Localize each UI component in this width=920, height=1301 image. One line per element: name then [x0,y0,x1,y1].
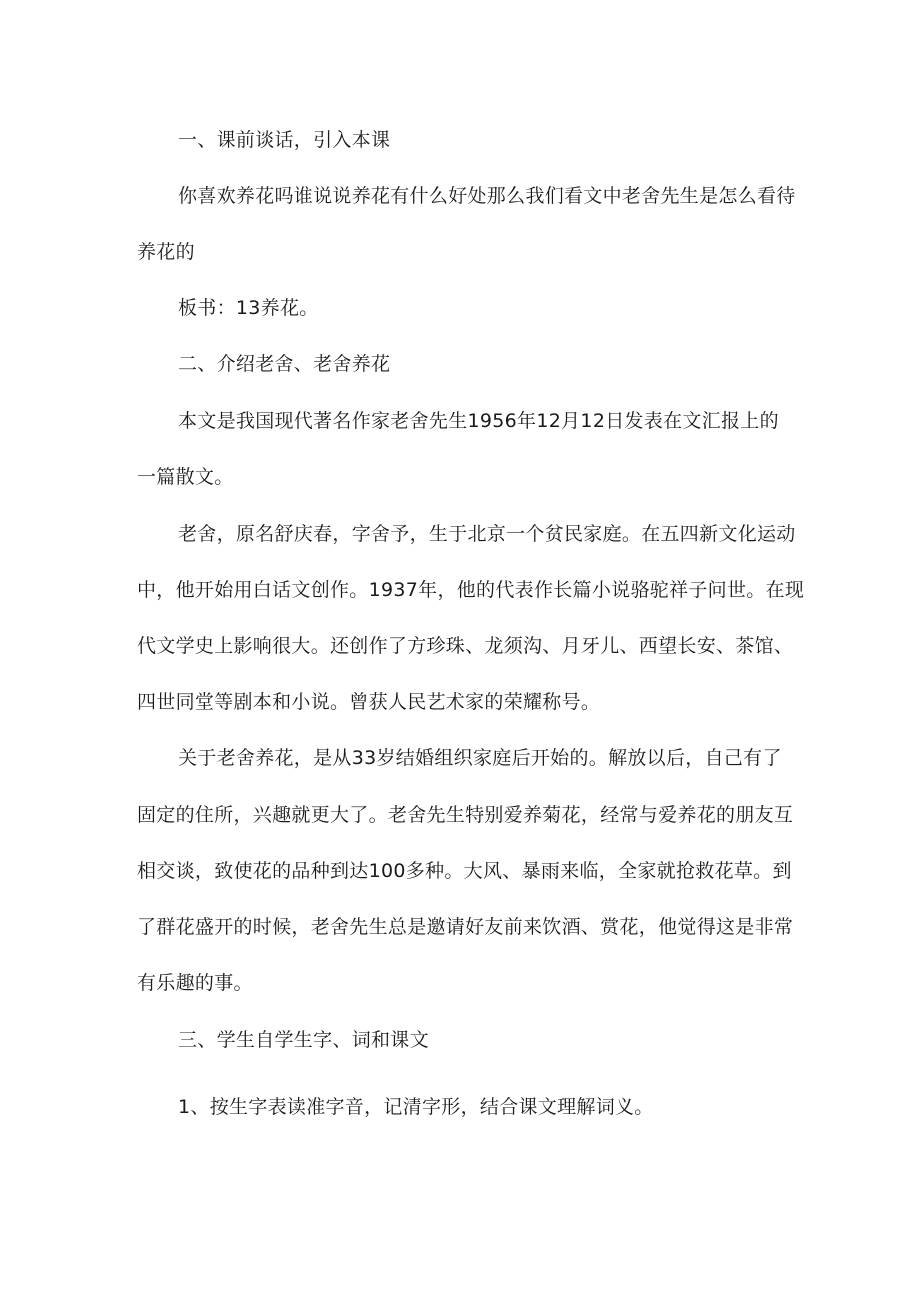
paragraph-line: 相交谈，致使花的品种到达100多种。大风、暴雨来临，全家就抢救花草。到 [137,860,792,882]
paragraph-line: 代文学史上影响很大。还创作了方珍珠、龙须沟、月牙儿、西望长安、茶馆、 [137,635,794,657]
section-heading-3: 三、学生自学生字、词和课文 [178,1029,429,1051]
paragraph-line: 老舍，原名舒庆春，字舍予，生于北京一个贫民家庭。在五四新文化运动 [178,523,796,545]
paragraph-line: 关于老舍养花，是从33岁结婚组织家庭后开始的。解放以后，自己有了 [178,747,782,769]
paragraph-line: 本文是我国现代著名作家老舍先生1956年12月12日发表在文汇报上的 [178,410,779,432]
section-heading-2: 二、介绍老舍、老舍养花 [178,353,391,375]
paragraph-line: 了群花盛开的时候，老舍先生总是邀请好友前来饮酒、赏花，他觉得这是非常 [137,916,794,938]
paragraph-line: 板书：13养花。 [178,297,319,319]
paragraph-line: 你喜欢养花吗谁说说养花有什么好处那么我们看文中老舍先生是怎么看待 [178,185,796,207]
paragraph-line: 一篇散文。 [137,466,234,488]
paragraph-line: 有乐趣的事。 [137,972,253,994]
paragraph-line: 1、按生字表读准字音，记清字形，结合课文理解词义。 [178,1096,654,1118]
paragraph-line: 固定的住所，兴趣就更大了。老舍先生特别爱养菊花，经常与爱养花的朋友互 [137,804,794,826]
paragraph-line: 四世同堂等剧本和小说。曾获人民艺术家的荣耀称号。 [137,691,601,713]
section-heading-1: 一、课前谈话，引入本课 [178,129,391,151]
paragraph-line: 养花的 [137,241,195,263]
paragraph-line: 中，他开始用白话文创作。1937年，他的代表作长篇小说骆驼祥子问世。在现 [137,579,805,601]
